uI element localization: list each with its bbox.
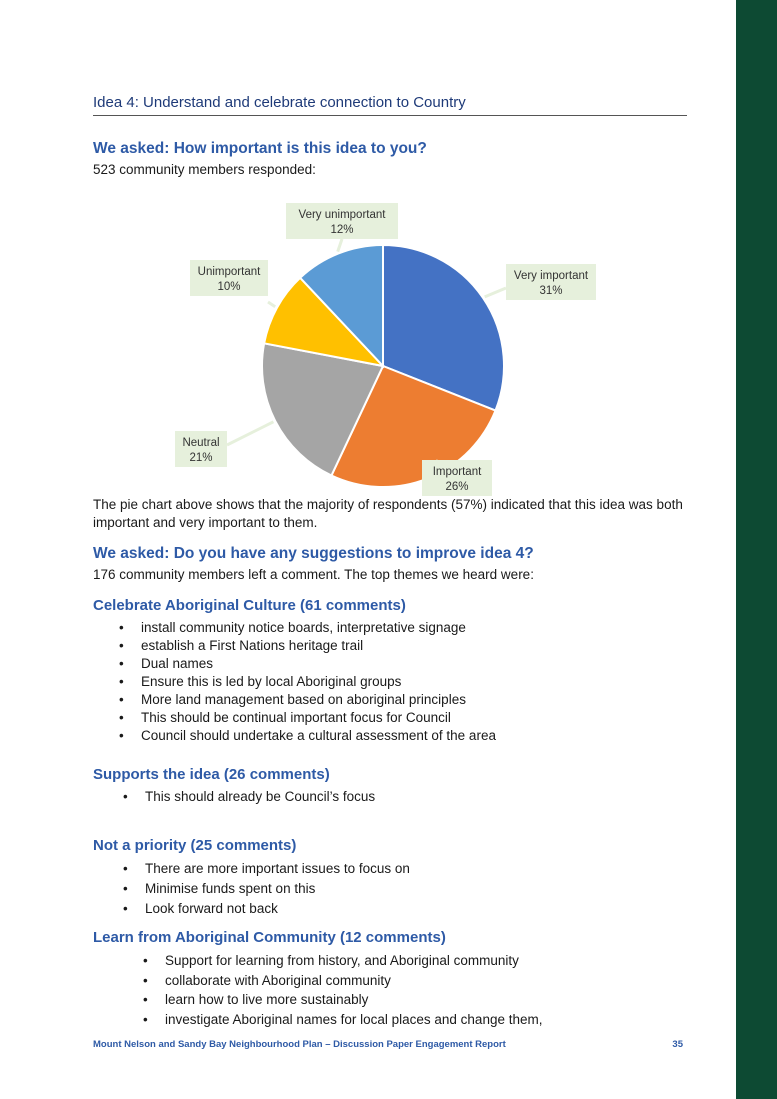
side-color-bar [736, 0, 777, 1099]
leader-line [338, 239, 342, 252]
theme-list-learn-community [165, 951, 542, 1029]
leader-line [227, 422, 273, 445]
list-item: • Minimise funds spent on this [145, 879, 410, 899]
leader-line [268, 302, 275, 307]
respondents-count-text: 523 community members responded: [93, 162, 316, 177]
slice-category-label: Neutral [182, 437, 220, 449]
list-item: • Support for learning from history, and Aboriginal community [165, 951, 542, 971]
list-item: • There are more important issues to focus on [145, 859, 410, 879]
theme-heading-not-priority: Not a priority (25 comments) [93, 837, 297, 854]
theme-heading-supports-idea: Supports the idea (26 comments) [93, 766, 330, 783]
slice-value-label: 10% [217, 281, 241, 293]
theme-list-not-priority [145, 859, 410, 919]
list-item: • Ensure this is led by local Aboriginal groups [141, 673, 496, 691]
leader-line [485, 288, 506, 297]
chart-summary-text: The pie chart above shows that the majority of respondents (57%) indicated that this idea was both important and very important to them. [93, 497, 683, 530]
footer-title: Mount Nelson and Sandy Bay Neighbourhood Plan – Discussion Paper Engagement Report [93, 1039, 506, 1050]
list-item: • Council should undertake a cultural assessment of the area [141, 727, 496, 745]
page-number: 35 [672, 1039, 683, 1050]
theme-heading-celebrate-culture: Celebrate Aboriginal Culture (61 comments) [93, 597, 406, 614]
slice-value-label: 12% [330, 224, 354, 236]
list-item: • install community notice boards, interpretative signage [141, 619, 496, 637]
list-item: • More land management based on aboriginal principles [141, 691, 496, 709]
list-item: • investigate Aboriginal names for local places and change them, [165, 1010, 542, 1030]
list-item: • This should already be Council’s focus [145, 788, 375, 806]
question-1-heading: We asked: How important is this idea to you? [93, 140, 427, 157]
slice-category-label: Very important [513, 270, 589, 282]
idea-title: Idea 4: Understand and celebrate connection to Country [93, 94, 687, 116]
slice-category-label: Unimportant [197, 266, 261, 278]
slice-value-label: 21% [189, 452, 213, 464]
slice-category-label: Very unimportant [298, 209, 386, 221]
slice-value-label: 26% [445, 481, 469, 493]
page-footer [93, 1039, 683, 1050]
question-2-heading: We asked: Do you have any suggestions to improve idea 4? [93, 545, 534, 562]
theme-heading-learn-community: Learn from Aboriginal Community (12 comments) [93, 929, 446, 946]
list-item: • Look forward not back [145, 899, 410, 919]
comments-intro-text: 176 community members left a comment. The top themes we heard were: [93, 567, 534, 582]
pie-chart-svg [170, 198, 610, 498]
list-item: • This should be continual important focus for Council [141, 709, 496, 727]
importance-pie-chart [170, 198, 610, 498]
slice-category-label: Important [432, 466, 482, 478]
list-item: • learn how to live more sustainably [165, 990, 542, 1010]
list-item: • Dual names [141, 655, 496, 673]
theme-list-supports-idea [145, 788, 375, 806]
list-item: • establish a First Nations heritage trail [141, 637, 496, 655]
list-item: • collaborate with Aboriginal community [165, 971, 542, 991]
slice-value-label: 31% [539, 285, 563, 297]
theme-list-celebrate-culture [141, 619, 496, 745]
